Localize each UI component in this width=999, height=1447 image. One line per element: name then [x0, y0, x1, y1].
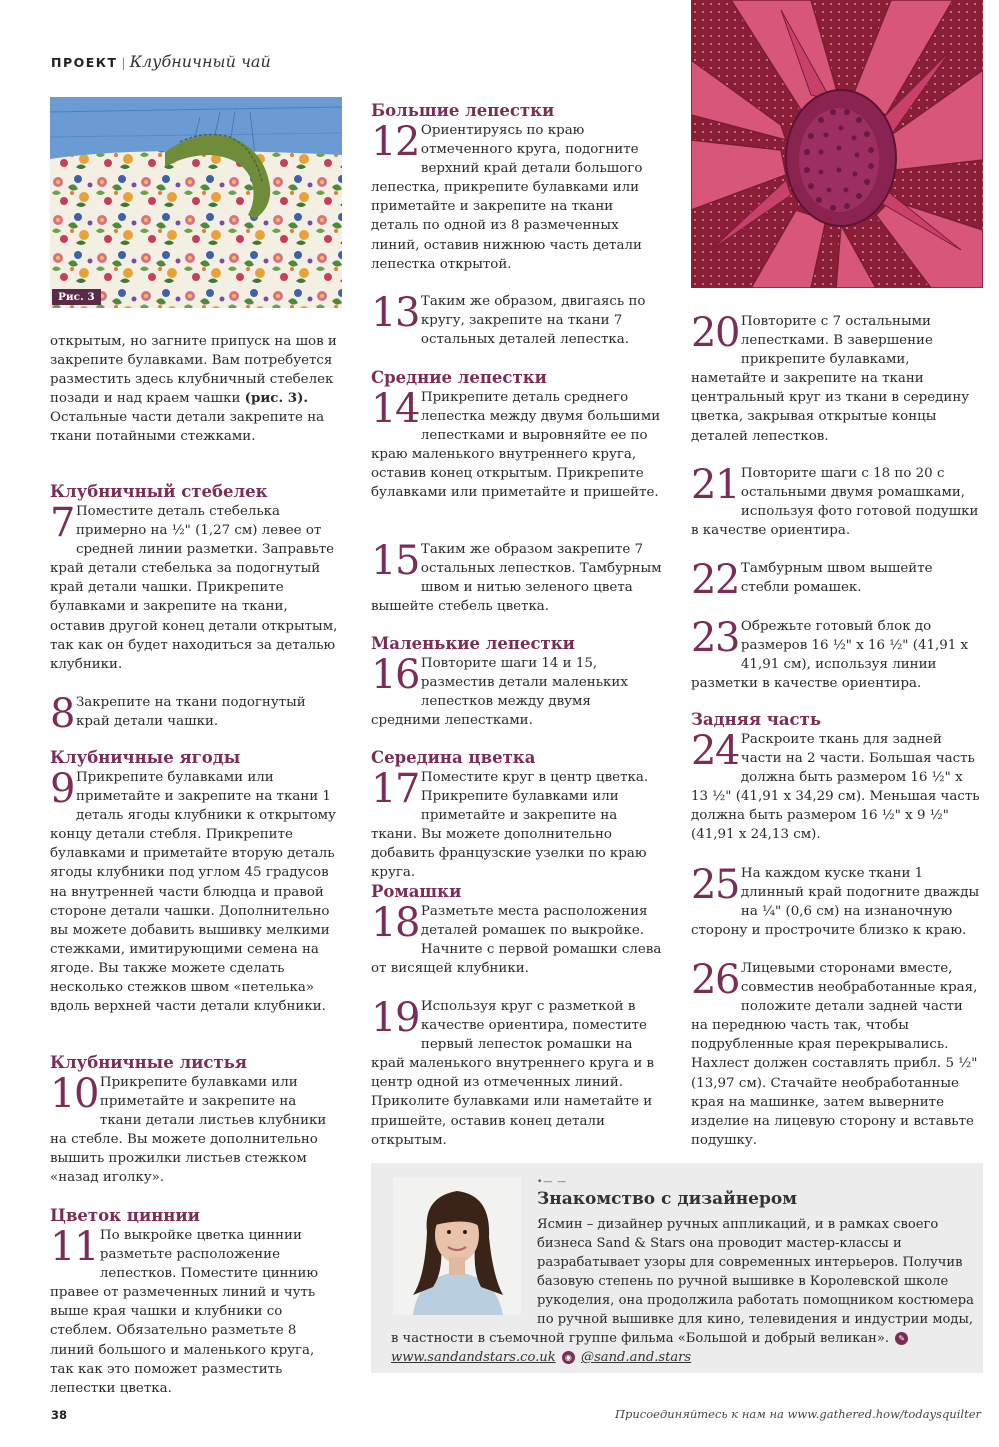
- heading-small-petals: Маленькие лепестки: [371, 634, 575, 653]
- heading-flower-center: Середина цветка: [371, 748, 536, 767]
- article-title: Клубничный чай: [129, 52, 271, 71]
- intro-text-before: открытым, но загните припуск на шов и закрепите булавками. Вам потребуется разместить здесь клубничный стебелек позади и над краем чашки: [50, 334, 337, 407]
- step-23: [691, 617, 983, 693]
- step-18: [371, 902, 663, 978]
- step-text: Раскроите ткань для задней части на 2 части. Большая часть должна быть размером 16 ½" x 13 ½" (41,91 x 34,29 см). Меньшая часть должна быть размером 16 ½" x 9 ½" (41,91 x 24,13 см).: [691, 732, 980, 843]
- page-header: [51, 52, 271, 74]
- step-text: Таким же образом, двигаясь по кругу, закрепите на ткани 7 остальных деталей лепестка.: [420, 294, 646, 348]
- step-number: 24: [691, 728, 739, 774]
- step-19: [371, 997, 663, 1150]
- step-8: [50, 691, 342, 737]
- step-text: Тамбурным швом вышейте стебли ромашек.: [740, 561, 933, 596]
- step-text: Поместите круг в центр цветка. Прикрепите булавками или приметайте и закрепите на ткани. Вы можете дополнительно добавить французские узелки по краю круга.: [371, 770, 649, 881]
- step-number: 11: [50, 1224, 98, 1270]
- step-text: Используя круг с разметкой в качестве ориентира, поместите первый лепесток ромашки на край маленького внутреннего круга и в центр одной из отмеченных линий. Приколите булавками или наметайте и пришейте, оставив конец детали открытым.: [371, 999, 655, 1148]
- step-number: 8: [50, 691, 74, 737]
- step-number: 14: [371, 386, 419, 432]
- step-number: 10: [50, 1071, 98, 1117]
- step-21: [691, 464, 983, 540]
- step-25: [691, 864, 983, 940]
- figure-3-label: Рис. 3: [52, 289, 101, 305]
- flower-photo: [691, 0, 983, 288]
- designer-bio-text: Ясмин – дизайнер ручных аппликаций, и в рамках своего бизнеса Sand & Stars она проводит мастер-классы и разрабатывает узоры для современных интерьеров. Получив базовую степень по ручной вышивке в Королевской школе рукоделия, она продолжила работать помощником костюмера по ручной вышивке для кино, телевидения и индустрии моды, в частности в съемочной группе фильма «Большой и добрый великан».: [391, 1217, 974, 1346]
- web-link-icon: ✎: [895, 1332, 908, 1345]
- step-text: На каждом куске ткани 1 длинный край подогните дважды на ¼" (0,6 см) на изнаночную сторону и прострочите близко к краю.: [691, 866, 980, 939]
- intro-text-after: Остальные части детали закрепите на ткани потайными стежками.: [50, 410, 325, 445]
- step-24: [691, 730, 983, 845]
- header-separator: |: [121, 56, 126, 70]
- step-13: [371, 292, 663, 349]
- figure-3-illustration: [50, 97, 342, 308]
- step-22: [691, 557, 983, 603]
- step-12: [371, 121, 663, 274]
- figure-reference: (рис. 3).: [244, 390, 309, 407]
- heading-strawberry-berries: Клубничные ягоды: [50, 748, 241, 767]
- step-text: Ориентируясь по краю отмеченного круга, подогните верхний край детали большого лепестка, прикрепите булавками или приметайте и закрепите на ткани деталь по одной из 8 размеченных линий, оставив нижнюю часть детали лепестка открытой.: [371, 123, 643, 272]
- step-text: Прикрепите булавками или приметайте и закрепите на ткани 1 деталь ягоды клубники к открытому концу детали стебля. Прикрепите булавками и приметайте вторую деталь ягоды клубники под углом 45 градусов на внутренней части блюдца и правой стороне детали чашки. Дополнительно вы можете добавить вышивку мелкими стежками, имитирующими семена на ягоде. Вы также можете сделать несколько стежков швом «петелька» вдоль верхней части детали клубники.: [50, 770, 336, 1015]
- step-number: 9: [50, 766, 74, 812]
- designer-title: Знакомство с дизайнером: [537, 1189, 797, 1209]
- heading-daisies: Ромашки: [371, 882, 462, 901]
- step-text: Прикрепите деталь среднего лепестка между двумя большими лепестками и выровняйте ее по краю маленького внутреннего круга, оставив конец открытым. Прикрепите булавками или приметайте и пришейте.: [371, 390, 661, 501]
- step-number: 23: [691, 615, 739, 661]
- step-10: [50, 1073, 342, 1188]
- designer-website-link[interactable]: www.sandandstars.co.uk: [391, 1350, 556, 1365]
- step-text: Прикрепите булавками или приметайте и закрепите на ткани детали листьев клубники на стебле. Вы можете дополнительно вышить прожилки листьев стежком «назад иголку».: [50, 1075, 327, 1186]
- designer-box: [371, 1163, 983, 1373]
- figure-3-photo: [50, 97, 342, 308]
- heading-big-petals: Большие лепестки: [371, 101, 555, 120]
- step-number: 19: [371, 995, 419, 1041]
- step-text: Таким же образом закрепите 7 остальных лепестков. Тамбурным швом и нитью зеленого цвета вышейте стебель цветка.: [371, 542, 662, 615]
- step-16: [371, 654, 663, 730]
- instagram-icon: ◉: [562, 1351, 575, 1364]
- step-17: [371, 768, 663, 883]
- step-number: 7: [50, 500, 74, 546]
- section-kicker: ПРОЕКТ: [51, 55, 118, 70]
- step-text: Поместите деталь стебелька примерно на ½" (1,27 см) левее от средней линии разметки. Заправьте край детали стебелька за подогнутый край детали чашки. Прикрепите булавками и закрепите на ткани, оставив другой конец детали открытым, так как он будет находиться за деталью клубники.: [50, 504, 338, 672]
- step-text: Обрежьте готовый блок до размеров 16 ½" x 16 ½" (41,91 x 41,91 см), используя линии разметки в качестве ориентира.: [691, 619, 969, 692]
- heading-middle-petals: Средние лепестки: [371, 368, 547, 387]
- step-number: 17: [371, 766, 419, 812]
- heading-back-part: Задняя часть: [691, 710, 822, 729]
- step-text: Закрепите на ткани подогнутый край детали чашки.: [75, 695, 306, 730]
- step-11: [50, 1226, 342, 1398]
- step-text: Разметьте места расположения деталей ромашек по выкройке. Начните с первой ромашки слева от висящей клубники.: [371, 904, 662, 977]
- heading-strawberry-stem: Клубничный стебелек: [50, 482, 268, 501]
- step-7: [50, 502, 342, 674]
- step-number: 22: [691, 557, 739, 603]
- designer-decoration: •— —: [537, 1177, 568, 1187]
- footer-note: Присоединяйтесь к нам на www.gathered.how/todaysquilter: [614, 1407, 981, 1421]
- step-9: [50, 768, 342, 1016]
- step-number: 15: [371, 538, 419, 584]
- heading-zinnia-flower: Цветок циннии: [50, 1206, 200, 1225]
- step-number: 12: [371, 119, 419, 165]
- col1-intro: [50, 332, 342, 447]
- designer-instagram-link[interactable]: @sand.and.stars: [580, 1350, 692, 1365]
- step-number: 20: [691, 310, 739, 356]
- step-number: 26: [691, 957, 739, 1003]
- step-text: Повторите шаги 14 и 15, разместив детали маленьких лепестков между двумя средними лепестками.: [371, 656, 628, 729]
- step-text: Повторите шаги с 18 по 20 с остальными двумя ромашками, используя фото готовой подушки в качестве ориентира.: [691, 466, 979, 539]
- step-15: [371, 540, 663, 616]
- step-20: [691, 312, 983, 446]
- step-number: 25: [691, 862, 739, 908]
- step-text: Повторите с 7 остальными лепестками. В завершение прикрепите булавками, наметайте и закрепите на ткани центральный круг из ткани в середину цветка, закрывая открытые концы деталей лепестков.: [691, 314, 970, 444]
- page-number: 38: [51, 1408, 68, 1422]
- step-26: [691, 959, 983, 1150]
- designer-bio: [391, 1215, 976, 1367]
- step-text: Лицевыми сторонами вместе, совместив необработанные края, положите детали задней части на переднюю часть так, чтобы подрубленные края перекрывались. Нахлест должен составлять прибл. 5 ½" (13,97 см). Стачайте необработанные края на машинке, затем выверните изделие на лицевую сторону и вставьте подушку.: [691, 961, 978, 1148]
- step-text: По выкройке цветка циннии разметьте расположение лепестков. Поместите циннию правее от размеченных линий и чуть выше края чашки и клубники со стеблем. Обязательно разметьте 8 линий большого и маленького круга, так как это поможет разместить лепестки цветка.: [50, 1228, 319, 1396]
- step-14: [371, 388, 663, 503]
- step-number: 18: [371, 900, 419, 946]
- flower-illustration: [691, 0, 983, 288]
- step-number: 16: [371, 652, 419, 698]
- step-number: 21: [691, 462, 739, 508]
- step-number: 13: [371, 290, 419, 336]
- heading-strawberry-leaves: Клубничные листья: [50, 1053, 247, 1072]
